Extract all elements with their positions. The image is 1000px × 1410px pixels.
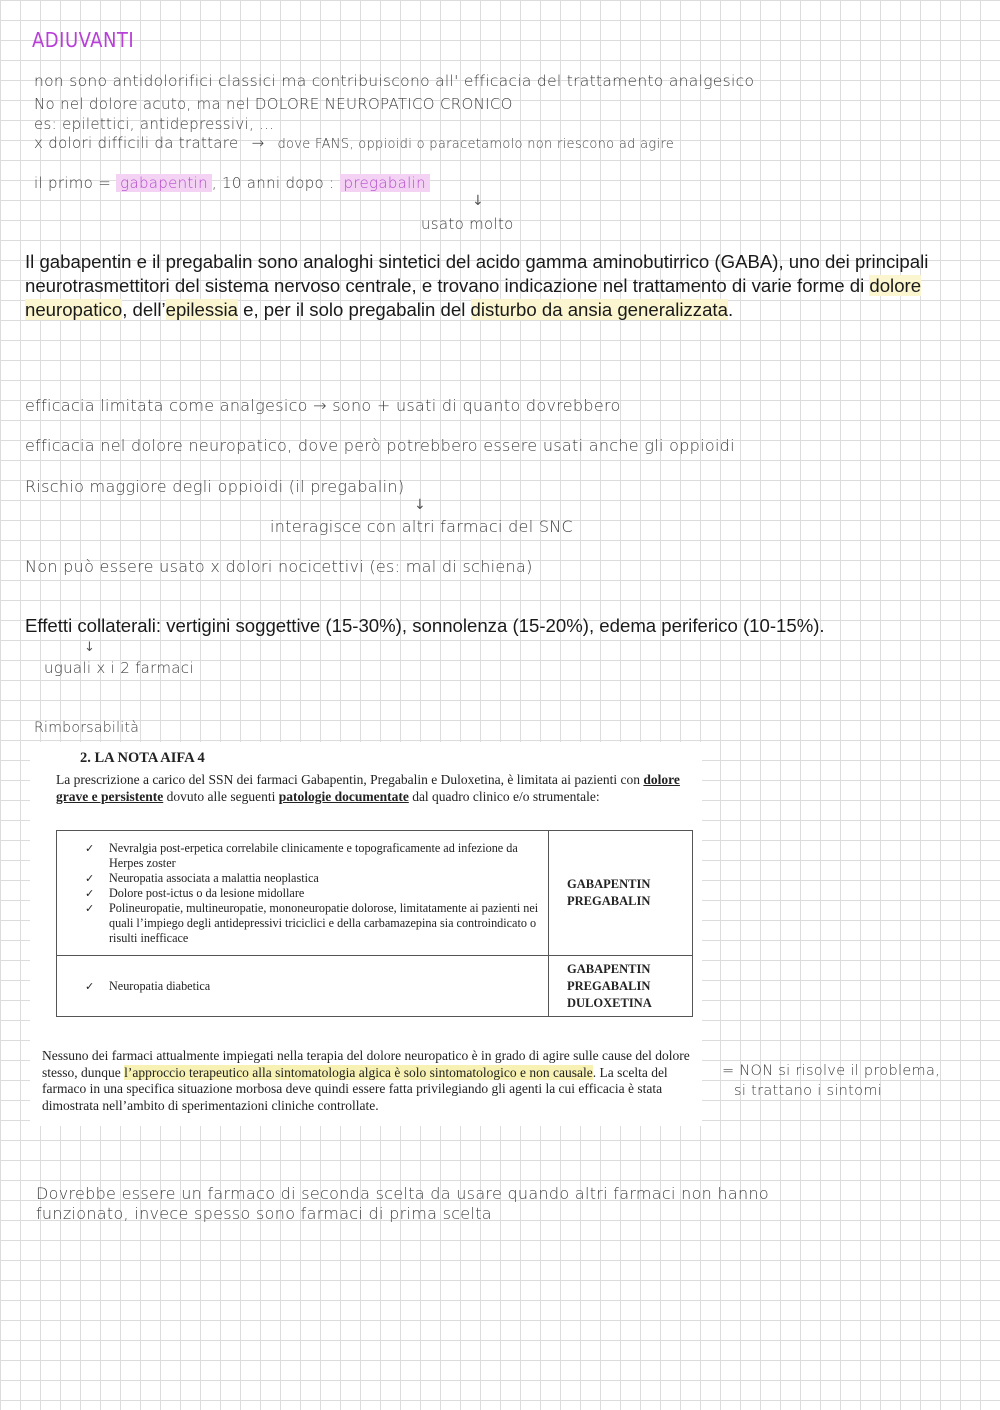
note-text: dove FANS, oppioidi o paracetamolo non riescono ad agire bbox=[277, 137, 675, 152]
aifa-intro bbox=[56, 772, 696, 805]
list-item: ✓ Neuropatia associata a malattia neoplastica bbox=[85, 871, 542, 886]
highlight-gabapentin: gabapentin bbox=[116, 174, 212, 192]
highlight: disturbo da ansia generalizzata bbox=[470, 299, 728, 320]
table-cell-indications bbox=[57, 956, 549, 1017]
down-arrow-icon: ↓ bbox=[414, 497, 426, 513]
aifa-note-scan bbox=[30, 742, 702, 1126]
note-line: No nel dolore acuto, ma nel DOLORE NEUROPATICO CRONICO bbox=[34, 95, 513, 113]
note-line: non sono antidolorifici classici ma contribuiscono all' efficacia del trattamento analgesico bbox=[34, 72, 755, 90]
text: La prescrizione a carico del SSN dei farmaci Gabapentin, Pregabalin e Duloxetina, è limitata ai pazienti con bbox=[56, 772, 644, 787]
table-cell-drugs bbox=[549, 831, 693, 956]
note-line bbox=[34, 134, 674, 152]
highlight: dolore neuropatico bbox=[25, 275, 922, 320]
list-item: ✓ Nevralgia post-erpetica correlabile clinicamente e topograficamente ad infezione da Herpes zoster bbox=[85, 841, 542, 871]
table-row bbox=[57, 831, 693, 956]
note-line: usato molto bbox=[421, 215, 514, 233]
drug-name: DULOXETINA bbox=[567, 995, 652, 1010]
drug-name: PREGABALIN bbox=[567, 978, 651, 993]
aifa-heading: 2. LA NOTA AIFA 4 bbox=[80, 750, 205, 766]
note-line: Rimborsabilità bbox=[34, 720, 140, 736]
drug-name: GABAPENTIN bbox=[567, 877, 651, 891]
note-line: efficacia limitata come analgesico → sono + usati di quanto dovrebbero bbox=[25, 396, 621, 415]
text: Il gabapentin e il pregabalin sono analoghi sintetici del acido gamma aminobutirrico (GABA), uno dei principali neurotrasmettitori del sistema nervoso centrale, e trovano indicazione nel trattamento di varie forme di bbox=[25, 251, 929, 296]
note-line: si trattano i sintomi bbox=[734, 1083, 883, 1099]
text: dal quadro clinico e/o strumentale: bbox=[408, 788, 600, 804]
table-row bbox=[57, 956, 693, 1017]
note-line: Rischio maggiore degli oppioidi (il pregabalin) bbox=[25, 477, 405, 496]
note-line: es: epilettici, antidepressivi, ... bbox=[34, 115, 275, 133]
list-item: ✓ Dolore post-ictus o da lesione midollare bbox=[85, 886, 542, 901]
drug-name: PREGABALIN bbox=[567, 894, 651, 908]
aifa-footnote bbox=[42, 1048, 697, 1114]
page-title: ADIUVANTI bbox=[32, 28, 135, 52]
aifa-table bbox=[56, 830, 693, 1017]
note-line: interagisce con altri farmaci del SNC bbox=[270, 517, 574, 536]
text: . bbox=[727, 299, 734, 320]
down-arrow-icon: ↓ bbox=[84, 640, 95, 655]
list-item: ✓ Neuropatia diabetica bbox=[85, 979, 542, 994]
list-item: ✓ Polineuropatie, multineuropatie, mononeuropatie dolorose, limitatamente ai pazienti nei quali l’impiego degli antidepressivi triciclici e della carbamazepina sia controindicato o risulti inefficace bbox=[85, 901, 542, 946]
table-cell-drugs bbox=[549, 956, 693, 1017]
text: dovuto alle seguenti bbox=[163, 788, 279, 804]
note-line: Non può essere usato x dolori nocicettivi (es: mal di schiena) bbox=[25, 557, 533, 576]
note-text: x dolori difficili da trattare bbox=[34, 134, 239, 152]
note-text: il primo = bbox=[34, 174, 112, 192]
text: e, per il solo pregabalin del bbox=[237, 299, 471, 320]
text: , dell’ bbox=[122, 299, 166, 320]
note-line: efficacia nel dolore neuropatico, dove però potrebbero essere usati anche gli oppioidi bbox=[25, 436, 735, 455]
highlight: l’approccio terapeutico alla sintomatologia algica è solo sintomatologico e non causale bbox=[124, 1064, 593, 1080]
note-line: funzionato, invece spesso sono farmaci di prima scelta bbox=[36, 1204, 492, 1223]
arrow-right-icon: → bbox=[251, 134, 265, 152]
highlight: epilessia bbox=[165, 299, 238, 320]
drug-name: GABAPENTIN bbox=[567, 961, 651, 976]
highlight-pregabalin: pregabalin bbox=[340, 174, 430, 192]
table-cell-indications bbox=[57, 831, 549, 956]
note-line: = NON si risolve il problema, bbox=[722, 1063, 941, 1079]
paragraph-gabapentin-pregabalin bbox=[25, 250, 985, 322]
text: Nessuno dei farmaci attualmente impiegati nella terapia del dolore neuropatico è in grado di agire sulle cause del dolore stesso, dunque bbox=[42, 1048, 690, 1080]
down-arrow-icon: ↓ bbox=[472, 193, 484, 209]
note-line bbox=[34, 174, 430, 192]
note-line: Dovrebbe essere un farmaco di seconda scelta da usare quando altri farmaci non hanno bbox=[36, 1184, 770, 1203]
text: . La scelta del farmaco in una specifica situazione morbosa deve quindi essere fatta privilegiando gli agenti la cui efficacia è stata dimostrata nell’ambito di sperimentazioni cliniche controllate. bbox=[42, 1064, 668, 1113]
underlined-text: patologie documentate bbox=[278, 788, 409, 804]
note-text: , 10 anni dopo : bbox=[211, 174, 335, 192]
note-line: uguali x i 2 farmaci bbox=[44, 659, 194, 677]
underlined-text: dolore grave e persistente bbox=[56, 772, 680, 804]
side-effects-text: Effetti collaterali: vertigini soggettive (15-30%), sonnolenza (15-20%), edema periferico (10-15%). bbox=[25, 615, 825, 636]
